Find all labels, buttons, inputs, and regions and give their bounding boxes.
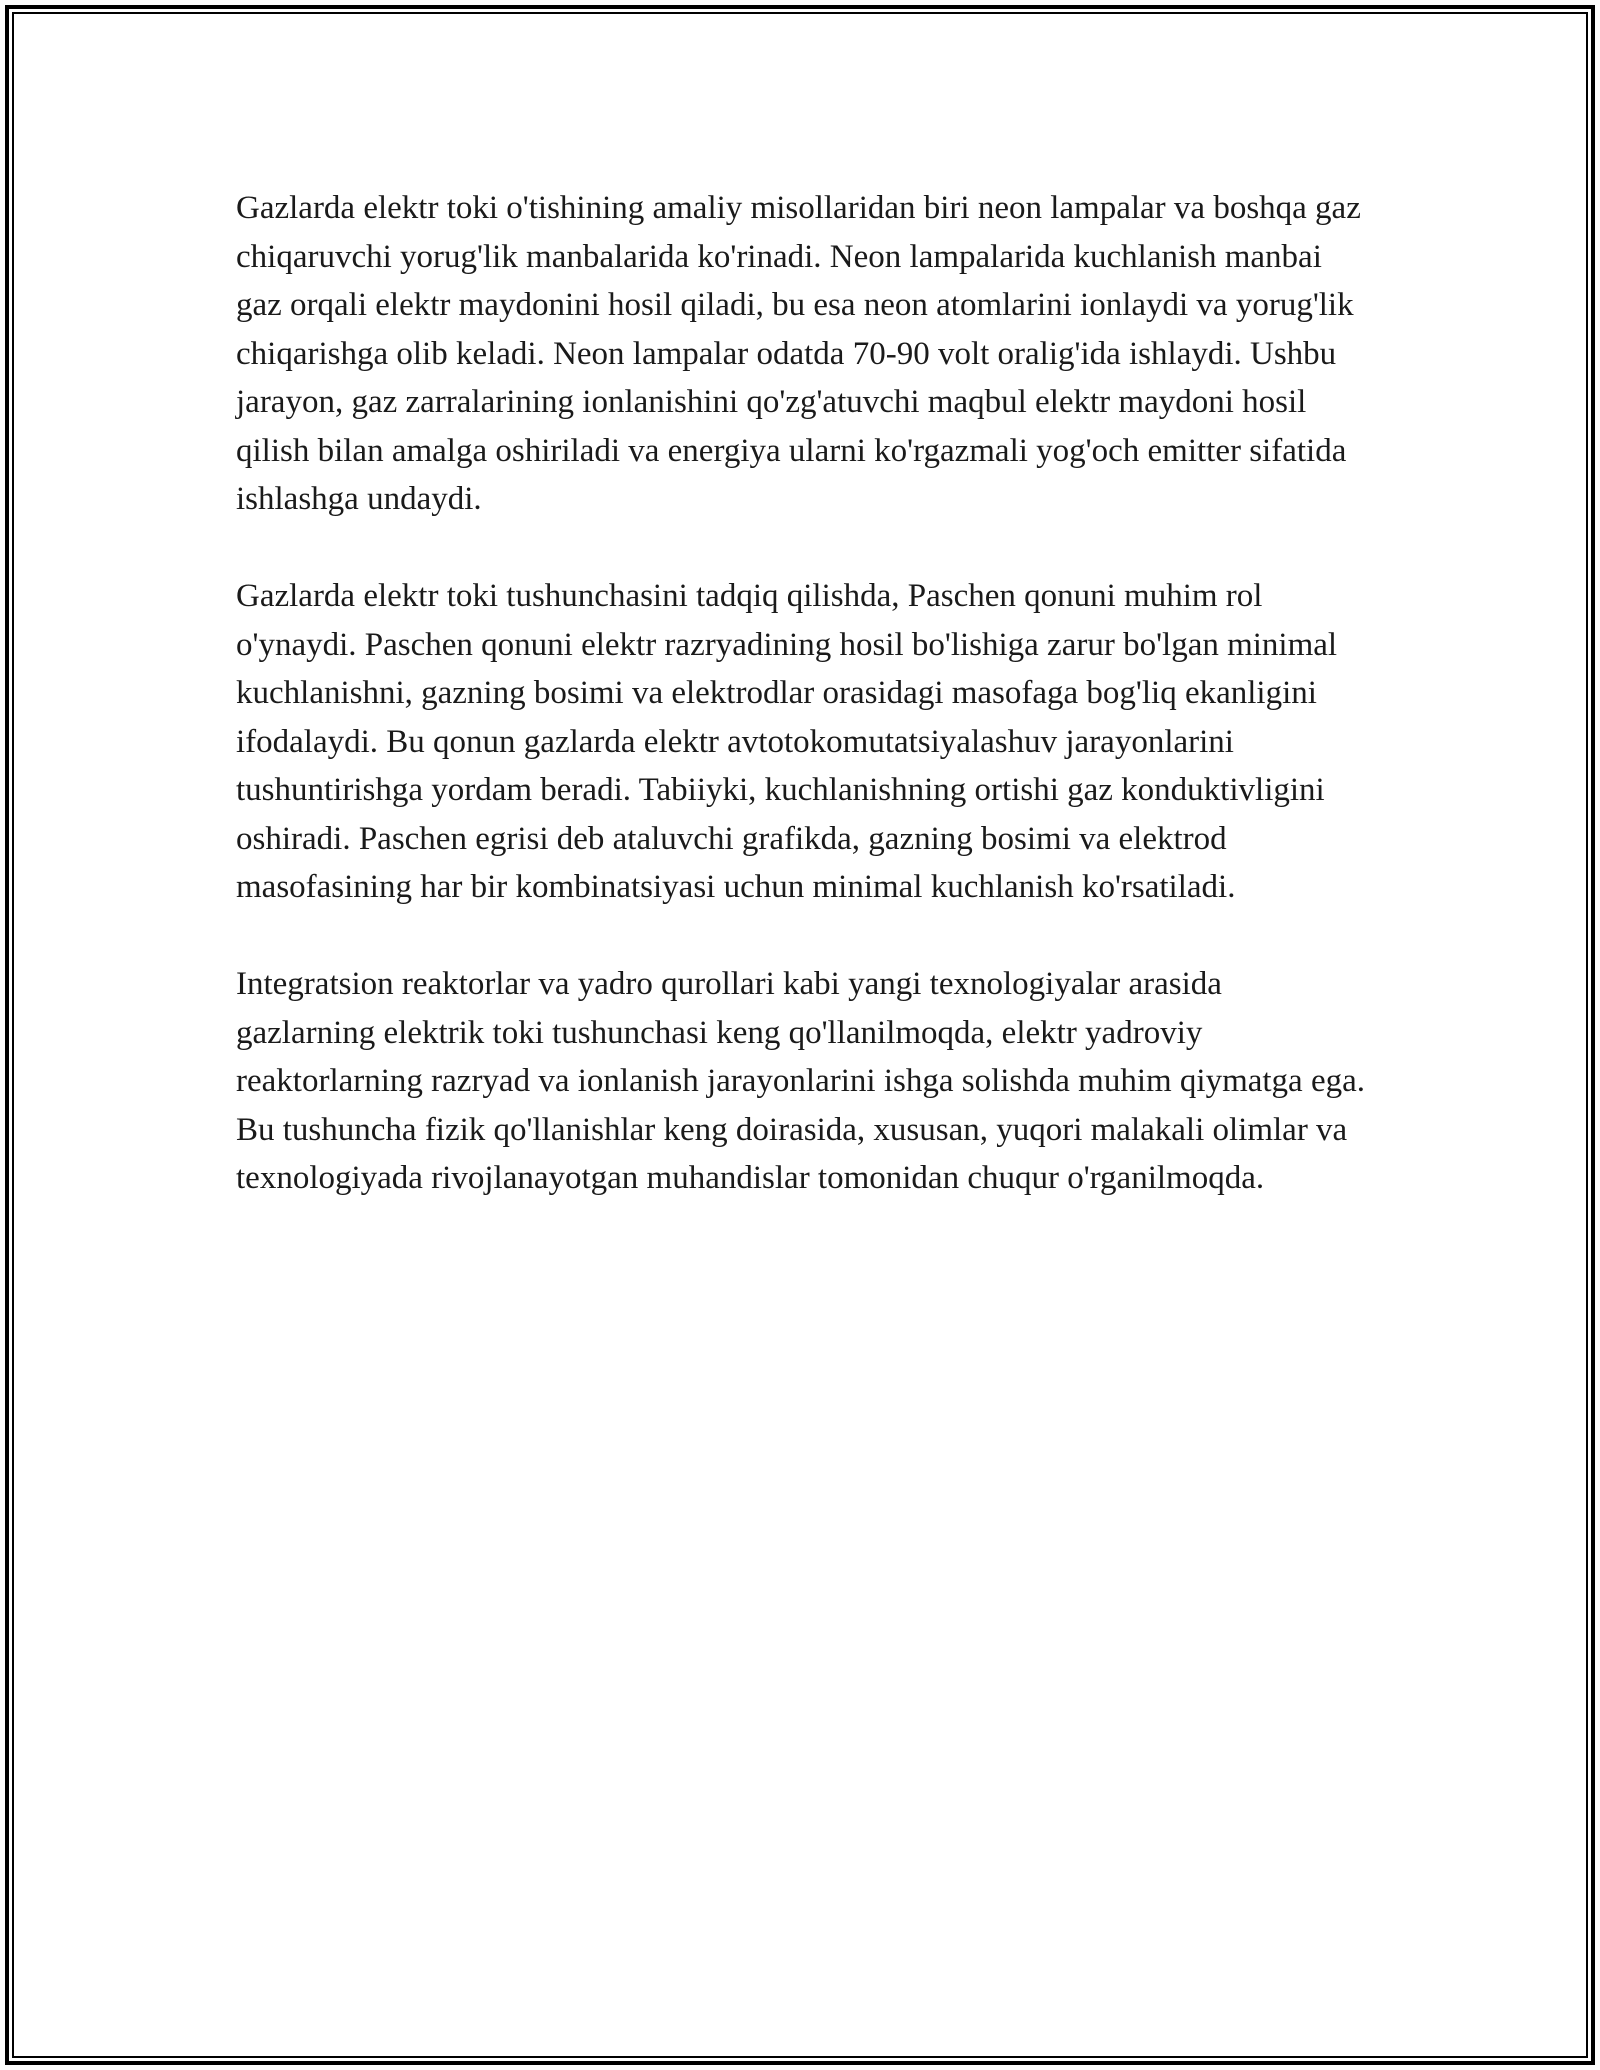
paragraph-neon-lamps: Gazlarda elektr toki o'tishining amaliy misollaridan biri neon lampalar va boshqa gaz chiqaruvchi yorug'lik manbalarida ko'rinadi. Neon lampalarida kuchlanish manbai gaz orqali elektr maydonini hosil qiladi, bu esa neon atomlarini ionlaydi va yorug'lik chiqarishga olib keladi. Neon lampalar odatda 70-90 volt oralig'ida ishlaydi. Ushbu jarayon, gaz zarralarining ionlanishini qo'zg'atuvchi maqbul elektr maydoni hosil qilish bilan amalga oshiriladi va energiya ularni ko'rgazmali yog'och emitter sifatida ishlashga undaydi. (236, 190, 1361, 517)
paragraph-paschen-law: Gazlarda elektr toki tushunchasini tadqiq qilishda, Paschen qonuni muhim rol o'ynaydi. Paschen qonuni elektr razryadining hosil bo'lishiga zarur bo'lgan minimal kuchlanishni, gazning bosimi va elektrodlar orasidagi masofaga bog'liq ekanligini ifodalaydi. Bu qonun gazlarda elektr avtotokomutatsiyalashuv jarayonlarini tushuntirishga yordam beradi. Tabiiyki, kuchlanishning ortishi gaz konduktivligini oshiradi. Paschen egrisi deb ataluvchi grafikda, gazning bosimi va elektrod masofasining har bir kombinatsiyasi uchun minimal kuchlanish ko'rsatiladi. (236, 578, 1338, 905)
document-body (236, 184, 1366, 1251)
paragraph-reactors: Integratsion reaktorlar va yadro qurollari kabi yangi texnologiyalar arasida gazlarning elektrik toki tushunchasi keng qo'llanilmoqda, elektr yadroviy reaktorlarning razryad va ionlanish jarayonlarini ishga solishda muhim qiymatga ega. Bu tushuncha fizik qo'llanishlar keng doirasida, xususan, yuqori malakali olimlar va texnologiyada rivojlanayotgan muhandislar tomonidan chuqur o'rganilmoqda. (236, 966, 1365, 1196)
